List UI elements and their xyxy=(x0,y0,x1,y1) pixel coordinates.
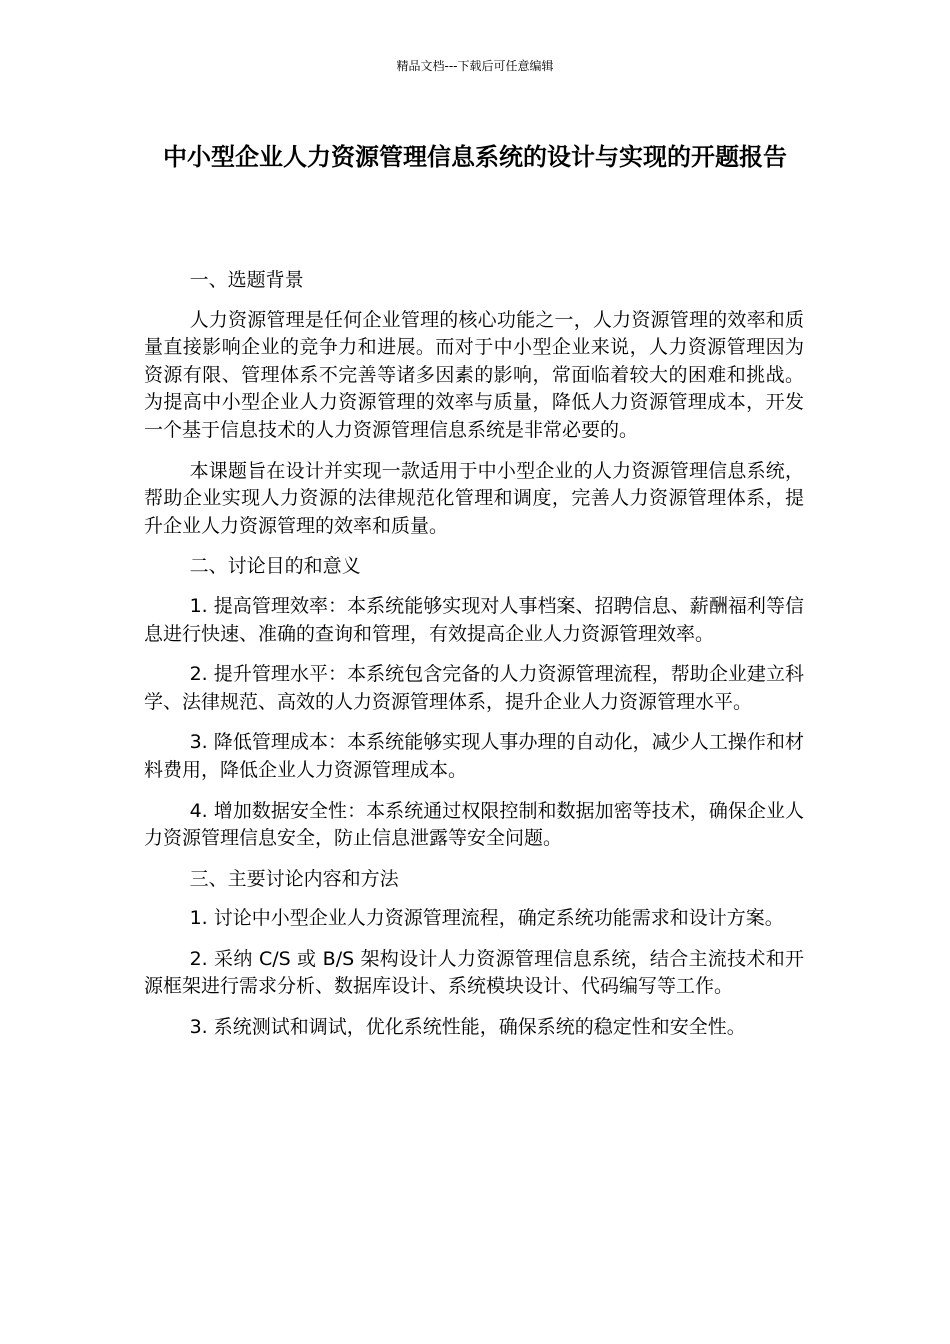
list-item: 3. 系统测试和调试，优化系统性能，确保系统的稳定性和安全性。 xyxy=(189,1016,746,1039)
paragraph: 人力资源管理是任何企业管理的核心功能之一，人力资源管理的效率和质量直接影响企业的竞争力和进展。而对于中小型企业来说，人力资源管理因为资源有限、管理体系不完善等诸多因素的影响，常面临着较大的困难和挑战。为提高中小型企业人力资源管理的效率与质量，降低人力资源管理成本，开发一个基于信息技术的人力资源管理信息系统是非常必要的。 xyxy=(144,308,804,441)
list-item: 1. 提高管理效率：本系统能够实现对人事档案、招聘信息、薪酬福利等信息进行快速、准确的查询和管理，有效提高企业人力资源管理效率。 xyxy=(144,594,804,645)
section-heading-background: 一、选题背景 xyxy=(189,269,304,291)
list-item: 2. 提升管理水平：本系统包含完备的人力资源管理流程，帮助企业建立科学、法律规范、高效的人力资源管理体系，提升企业人力资源管理水平。 xyxy=(144,663,804,713)
list-item: 2. 采纳 C/S 或 B/S 架构设计人力资源管理信息系统，结合主流技术和开源框架进行需求分析、数据库设计、系统模块设计、代码编写等工作。 xyxy=(144,947,804,998)
paragraph: 本课题旨在设计并实现一款适用于中小型企业的人力资源管理信息系统，帮助企业实现人力资源的法律规范化管理和调度，完善人力资源管理体系，提升企业人力资源管理的效率和质量。 xyxy=(144,459,804,537)
section-heading-content-methods: 三、主要讨论内容和方法 xyxy=(189,867,399,890)
list-item: 1. 讨论中小型企业人力资源管理流程，确定系统功能需求和设计方案。 xyxy=(189,907,784,930)
document-title: 中小型企业人力资源管理信息系统的设计与实现的开题报告 xyxy=(163,143,787,171)
document-body xyxy=(144,267,804,1055)
list-item: 4. 增加数据安全性：本系统通过权限控制和数据加密等技术，确保企业人力资源管理信息安全，防止信息泄露等安全问题。 xyxy=(144,799,804,850)
list-item: 3. 降低管理成本：本系统能够实现人事办理的自动化，减少人工操作和材料费用，降低企业人力资源管理成本。 xyxy=(144,731,804,781)
section-heading-purpose: 二、讨论目的和意义 xyxy=(189,555,361,578)
header-note: 精品文档---下载后可任意编辑 xyxy=(396,59,554,73)
